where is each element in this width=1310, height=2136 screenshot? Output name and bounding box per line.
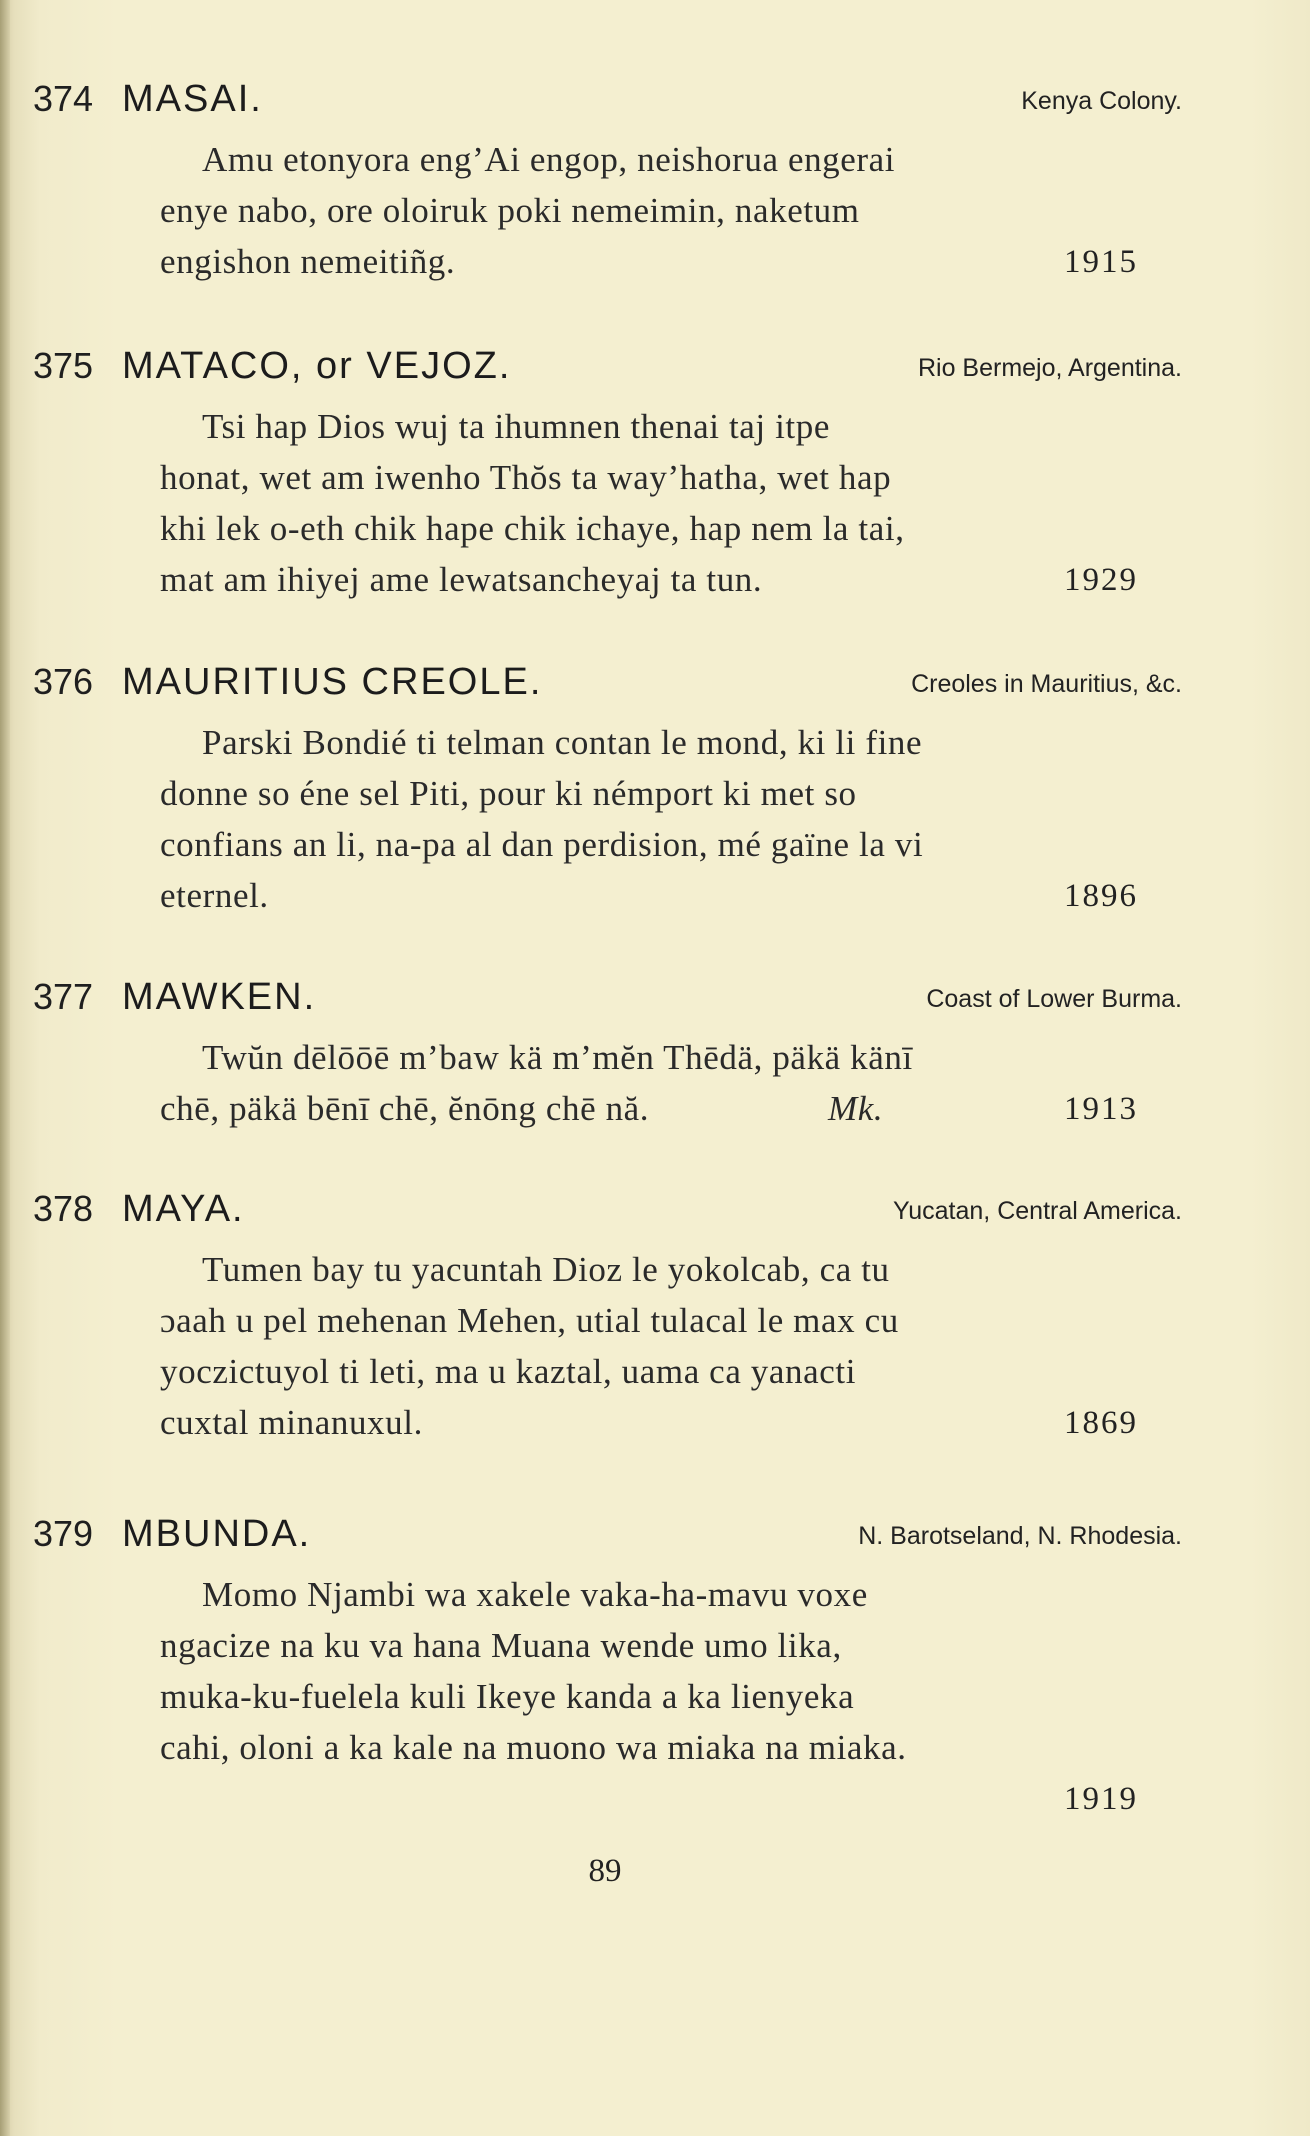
entry-number: 376 xyxy=(33,661,94,702)
region-name: Kenya Colony. xyxy=(1021,87,1182,115)
entry-header xyxy=(0,75,1310,135)
publication-year: 1913 xyxy=(1064,1091,1138,1127)
text-line: confians an li, na-pa al dan perdision, mé gaïne la vi xyxy=(160,825,924,864)
entry-number: 377 xyxy=(33,976,94,1017)
text-line: Parski Bondié ti telman contan le mond, ki li fine xyxy=(202,723,923,762)
text-line: ngacize na ku va hana Muana wende umo lika, xyxy=(160,1626,842,1665)
text-line: Twŭn dēlōōē m’baw kä m’mĕn Thēdä, päkä känī xyxy=(202,1038,913,1077)
language-name: MAURITIUS CREOLE. xyxy=(122,661,543,703)
text-line: donne so éne sel Piti, pour ki némport ki met so xyxy=(160,774,857,813)
text-line: enye nabo, ore oloiruk poki nemeimin, naketum xyxy=(160,191,860,230)
entry-number: 375 xyxy=(33,345,94,386)
region-name: N. Barotseland, N. Rhodesia. xyxy=(858,1522,1182,1550)
publication-year: 1919 xyxy=(1064,1781,1138,1817)
text-line: Amu etonyora eng’Ai engop, neishorua engerai xyxy=(202,140,896,179)
text-line: cahi, oloni a ka kale na muono wa miaka na miaka. xyxy=(160,1728,907,1767)
entry-header xyxy=(0,658,1310,718)
region-name: Creoles in Mauritius, &c. xyxy=(911,670,1182,698)
publication-year: 1915 xyxy=(1064,244,1138,280)
entry-number: 379 xyxy=(33,1513,94,1554)
entry-header xyxy=(0,1185,1310,1245)
text-line: khi lek o-eth chik hape chik ichaye, hap nem la tai, xyxy=(160,509,905,548)
text-line: engishon nemeitiñg. xyxy=(160,242,456,281)
publication-year: 1929 xyxy=(1064,562,1138,598)
text-line: cuxtal minanuxul. xyxy=(160,1403,423,1442)
entry-header xyxy=(0,1510,1310,1570)
publication-year: 1869 xyxy=(1064,1405,1138,1441)
text-line: Momo Njambi wa xakele vaka-ha-mavu voxe xyxy=(202,1575,868,1614)
page-number: 89 xyxy=(588,1853,622,1889)
text-line: yoczictuyol ti leti, ma u kaztal, uama ca yanacti xyxy=(160,1352,857,1391)
text-line: muka-ku-fuelela kuli Ikeye kanda a ka lienyeka xyxy=(160,1677,855,1716)
language-name: MAWKEN. xyxy=(122,976,317,1018)
text-line: Tsi hap Dios wuj ta ihumnen thenai taj itpe xyxy=(202,407,830,446)
text-line: chē, päkä bēnī chē, ĕnōng chē nă. xyxy=(160,1089,650,1128)
region-name: Rio Bermejo, Argentina. xyxy=(917,354,1182,382)
source-note: Mk. xyxy=(828,1089,884,1128)
entry-header xyxy=(0,973,1310,1033)
language-name: MBUNDA. xyxy=(122,1513,312,1555)
language-name: MATACO, or VEJOZ. xyxy=(122,345,512,387)
text-line: honat, wet am iwenho Thŏs ta way’hatha, wet hap xyxy=(160,458,892,497)
language-name: MASAI. xyxy=(122,78,263,120)
entry-number: 378 xyxy=(33,1188,94,1229)
text-line: Tumen bay tu yacuntah Dioz le yokolcab, ca tu xyxy=(202,1250,890,1289)
text-line: ɔaah u pel mehenan Mehen, utial tulacal le max cu xyxy=(160,1301,899,1340)
publication-year: 1896 xyxy=(1064,878,1138,914)
text-line: mat am ihiyej ame lewatsancheyaj ta tun. xyxy=(160,560,763,599)
text-line: eternel. xyxy=(160,876,269,915)
book-spine-shadow xyxy=(0,0,10,2136)
region-name: Yucatan, Central America. xyxy=(892,1197,1182,1225)
entry-number: 374 xyxy=(33,78,94,119)
language-name: MAYA. xyxy=(122,1188,245,1230)
region-name: Coast of Lower Burma. xyxy=(926,985,1182,1013)
entry-header xyxy=(0,342,1310,402)
